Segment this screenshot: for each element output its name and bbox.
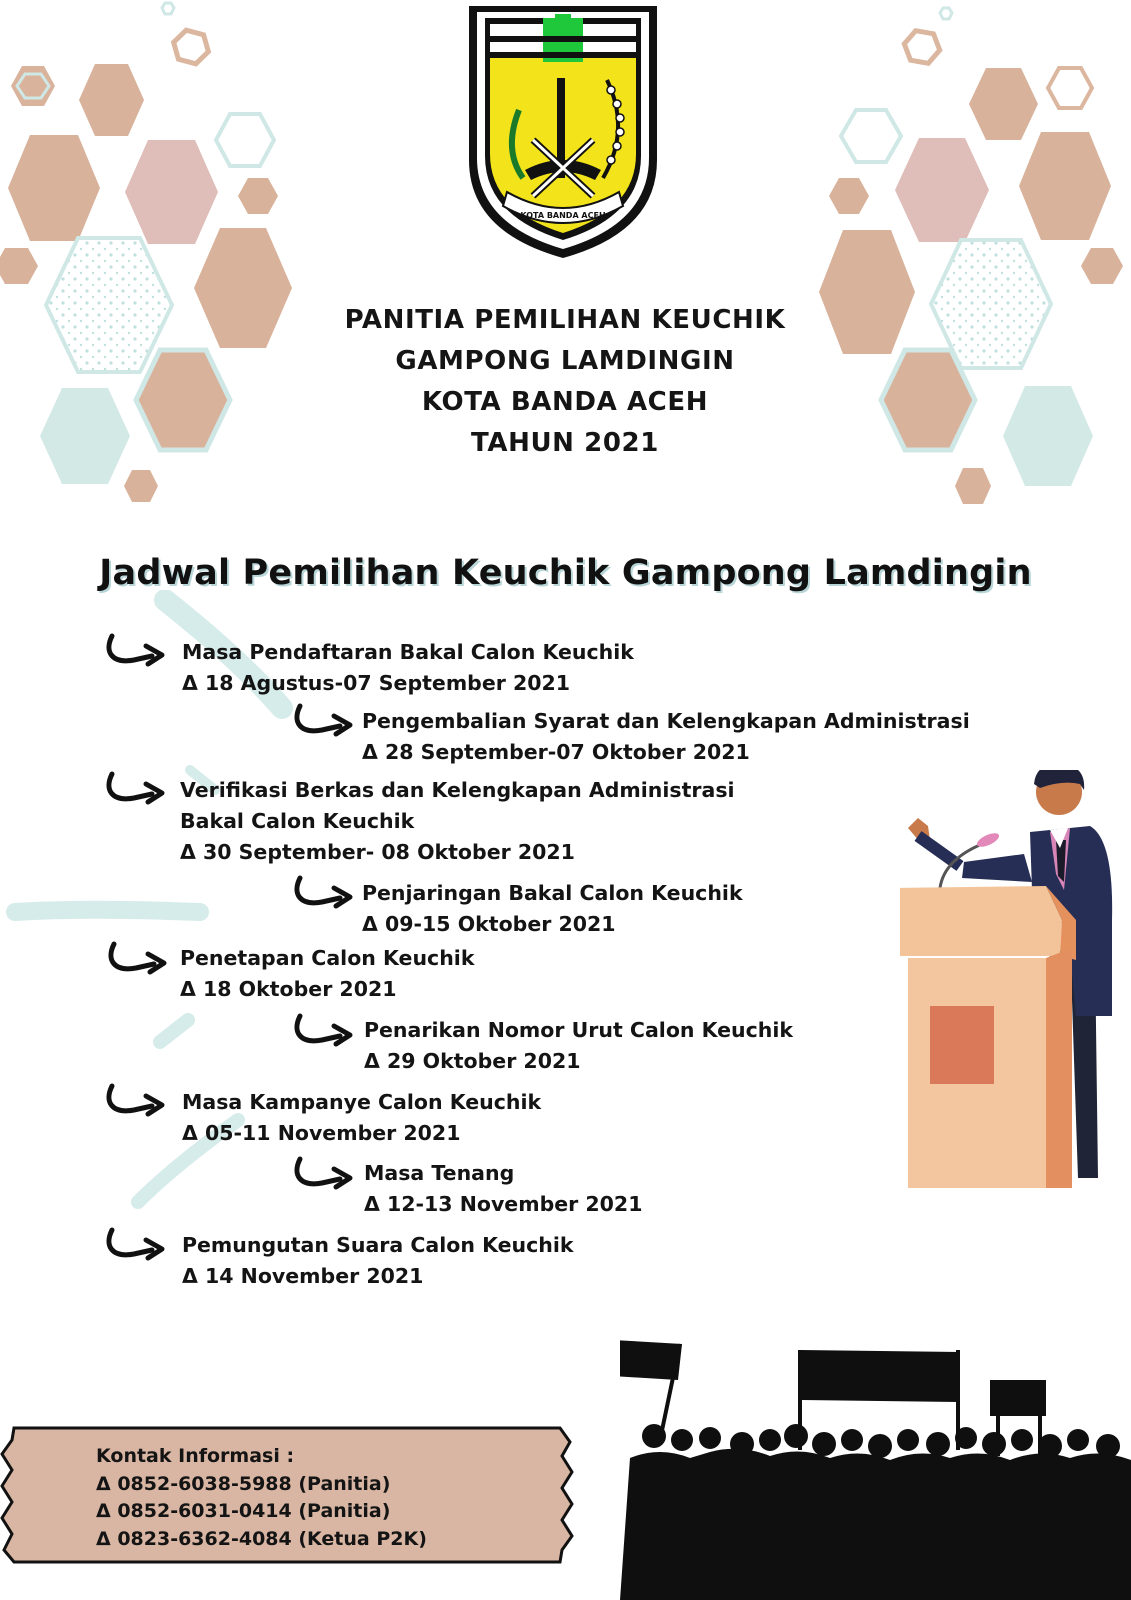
- contact-phone-3: Δ 0823-6362-4084 (Ketua P2K): [96, 1527, 427, 1550]
- title-line-4: TAHUN 2021: [471, 428, 659, 458]
- schedule-date: Δ 14 November 2021: [182, 1264, 424, 1288]
- schedule-heading: Jadwal Pemilihan Keuchik Gampong Lamdingin: [99, 553, 1032, 593]
- schedule-label: Penjaringan Bakal Calon Keuchik: [362, 881, 743, 905]
- schedule-date: Δ 28 September-07 Oktober 2021: [362, 740, 750, 764]
- title-line-3: KOTA BANDA ACEH: [421, 387, 709, 417]
- curved-arrow-icon: [292, 700, 356, 740]
- schedule-label: Masa Pendaftaran Bakal Calon Keuchik: [182, 640, 634, 664]
- contact-info: [96, 1443, 427, 1553]
- contact-phone-2: Δ 0852-6031-0414 (Panitia): [96, 1500, 391, 1522]
- speaker-at-podium-illustration: [900, 770, 1131, 1220]
- crowd-silhouette-illustration: [620, 1340, 1131, 1600]
- curved-arrow-icon: [292, 872, 356, 912]
- schedule-label: Masa Kampanye Calon Keuchik: [182, 1090, 542, 1114]
- schedule-label: Verifikasi Berkas dan Kelengkapan Administrasi: [180, 778, 735, 802]
- schedule-label: Pengembalian Syarat dan Kelengkapan Administrasi: [362, 709, 970, 733]
- schedule-date: Δ 05-11 November 2021: [182, 1121, 461, 1145]
- title-line-1: PANITIA PEMILIHAN KEUCHIK: [344, 305, 786, 335]
- curved-arrow-icon: [292, 1153, 356, 1193]
- schedule-label: Penetapan Calon Keuchik: [180, 946, 475, 970]
- contact-phone-1: Δ 0852-6038-5988 (Panitia): [96, 1472, 391, 1495]
- curved-arrow-icon: [104, 630, 168, 670]
- organization-title: [250, 300, 880, 464]
- schedule-label: Pemungutan Suara Calon Keuchik: [182, 1233, 574, 1257]
- curved-arrow-icon: [106, 938, 170, 978]
- schedule-label: Masa Tenang: [364, 1161, 515, 1185]
- kota-banda-aceh-emblem: [463, 0, 663, 262]
- schedule-date: Δ 18 Agustus-07 September 2021: [182, 671, 571, 695]
- curved-arrow-icon: [104, 768, 168, 808]
- contact-title: Kontak Informasi :: [96, 1445, 295, 1467]
- schedule-label: Penarikan Nomor Urut Calon Keuchik: [364, 1018, 794, 1042]
- curved-arrow-icon: [292, 1010, 356, 1050]
- title-line-2: GAMPONG LAMDINGIN: [395, 346, 735, 376]
- emblem-text: KOTA BANDA ACEH: [520, 211, 606, 220]
- schedule-date: Δ 18 Oktober 2021: [180, 977, 397, 1001]
- curved-arrow-icon: [104, 1224, 168, 1264]
- schedule-date: Δ 30 September- 08 Oktober 2021: [180, 840, 575, 864]
- curved-arrow-icon: [104, 1080, 168, 1120]
- schedule-date: Δ 09-15 Oktober 2021: [362, 912, 616, 936]
- schedule-date: Δ 12-13 November 2021: [364, 1192, 643, 1216]
- schedule-label-line-2: Bakal Calon Keuchik: [180, 809, 415, 833]
- schedule-date: Δ 29 Oktober 2021: [364, 1049, 581, 1073]
